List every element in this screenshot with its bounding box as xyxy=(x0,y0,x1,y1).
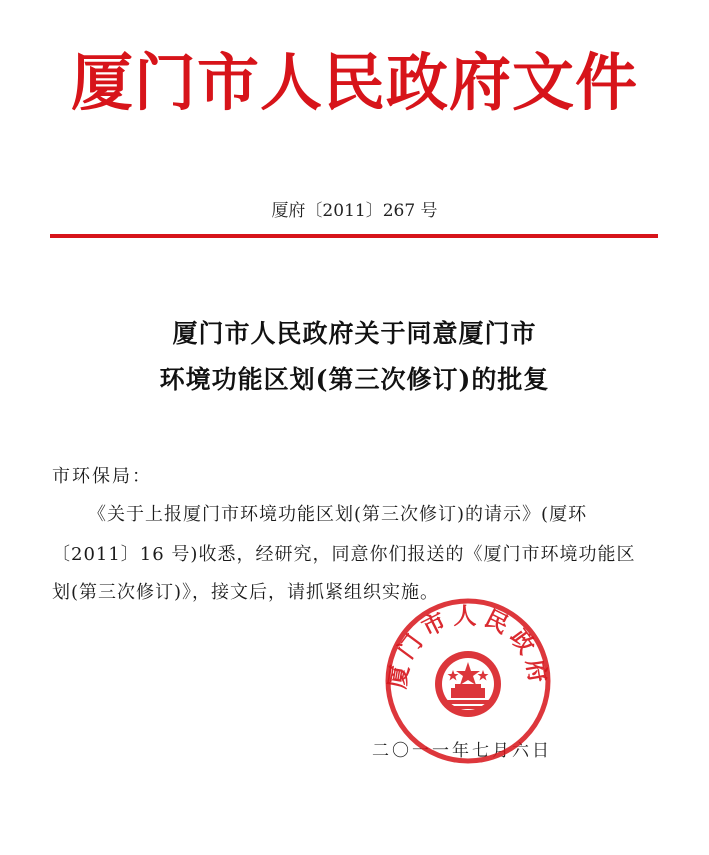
document-title-line-1: 厦门市人民政府关于同意厦门市 xyxy=(172,319,537,348)
seal-text: 厦门市人民政府 xyxy=(383,602,553,691)
national-emblem-icon xyxy=(435,651,501,717)
issue-date: 二〇一一年七月六日 xyxy=(372,741,552,761)
official-seal-stamp xyxy=(383,596,553,766)
document-title-line-2: 环境功能区划(第三次修订)的批复 xyxy=(159,365,550,394)
body-line-1: 《关于上报厦门市环境功能区划(第三次修订)的请示》(厦环 xyxy=(88,504,588,525)
red-divider-rule xyxy=(50,234,658,238)
addressee: 市环保局： xyxy=(52,466,152,487)
body-line-2: 〔2011〕16 号)收悉，经研究，同意你们报送的《厦门市环境功能区 xyxy=(52,544,636,565)
body-line-3: 划(第三次修订)》，接文后，请抓紧组织实施。 xyxy=(52,582,440,603)
masthead-title: 厦门市人民政府文件 xyxy=(70,46,638,119)
document-number: 厦府〔2011〕267 号 xyxy=(271,201,438,221)
